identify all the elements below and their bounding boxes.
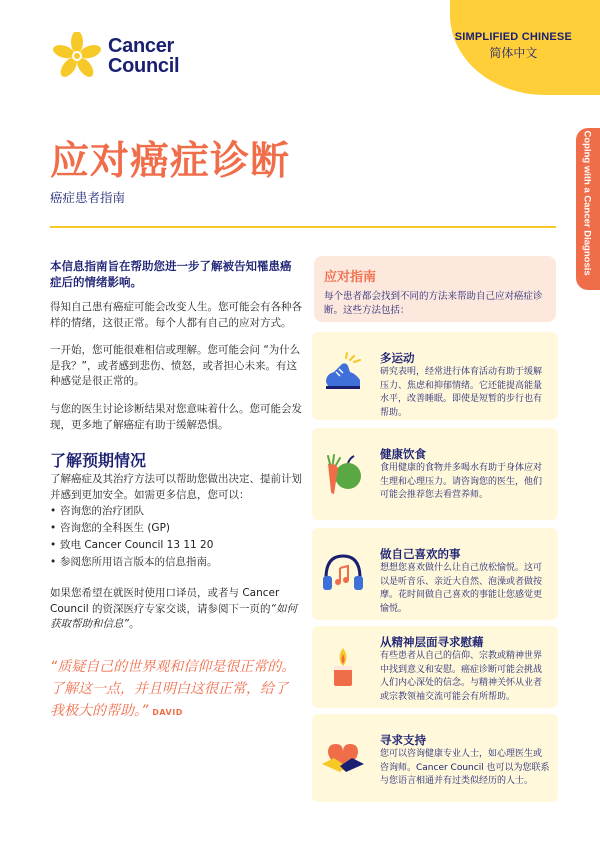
running-shoe-icon [320, 352, 366, 398]
brand-line-1: Cancer [108, 35, 175, 57]
coping-guide-description: 每个患者都会找到不同的方法来帮助自己应对癌症诊断。这些方法包括： [324, 291, 543, 316]
list-item: • 致电 Cancer Council 13 11 20 [50, 537, 302, 554]
coping-guide-title: 应对指南 [324, 270, 377, 285]
card-title: 多运动 [380, 351, 415, 365]
expect-heading: 了解预期情况 [50, 451, 147, 470]
help-info-link[interactable]: “如何获取帮助和信息” [50, 602, 297, 630]
language-english: SIMPLIFIED CHINESE [454, 31, 572, 43]
card-title: 寻求支持 [380, 733, 426, 747]
fruit-vegetable-icon [320, 450, 366, 496]
card-body: 食用健康的食物并多喝水有助于身体应对生理和心理压力。请咨询您的医生，他们可能会推荐您去看营养师。 [380, 463, 543, 500]
language-badge [455, 30, 572, 61]
patient-quote [50, 656, 298, 724]
daffodil-logo-icon [52, 32, 102, 80]
quote-author: DAVID [152, 708, 183, 717]
tip-card-enjoy [312, 528, 558, 620]
card-body: 有些患者从自己的信仰、宗教或精神世界中找到意义和安慰。癌症诊断可能会挑战人们内心深处的信念。与精神关怀从业者或宗教领袖交流可能会有所帮助。 [380, 651, 543, 702]
tip-card-spiritual [312, 626, 558, 708]
list-item: • 咨询您的全科医生 (GP) [50, 520, 302, 537]
card-title: 做自己喜欢的事 [380, 547, 461, 561]
list-item: • 参阅您所用语言版本的信息指南。 [50, 554, 302, 571]
quote-text: “质疑自己的世界观和信仰是很正常的。了解这一点，并且明白这很正常，给了我极大的帮助。” [50, 659, 296, 719]
brand-line-2: Council [108, 55, 180, 77]
card-title: 健康饮食 [380, 447, 426, 461]
interpreter-paragraph [50, 586, 302, 633]
paragraph-3: 与您的医生讨论诊断结果对您意味着什么。您可能会发现，更多地了解癌症有助于缓解恐惧。 [50, 403, 302, 431]
help-list [50, 503, 302, 571]
card-title: 从精神层面寻求慰藉 [380, 635, 484, 649]
page-subtitle: 癌症患者指南 [50, 190, 126, 205]
candle-icon [320, 644, 366, 690]
language-native: 简体中文 [489, 46, 538, 60]
paragraph-1: 得知自己患有癌症可能会改变人生。您可能会有各种各样的情绪，这很正常。每个人都有自己的应对方式。 [50, 301, 302, 329]
interpreter-end: 。 [128, 618, 140, 630]
paragraph-2: 一开始，您可能很难相信或理解。您可能会问 “为什么是我？”，或者感到悲伤、愤怒，或者担心未来。有这种感觉是很正常的。 [50, 344, 301, 387]
page-title: 应对癌症诊断 [50, 139, 291, 184]
card-body: 您可以咨询健康专业人士，如心理医生或咨询师。Cancer Council 也可以为您联系与您语言相通并有过类似经历的人士。 [380, 749, 550, 786]
heart-hands-icon [320, 734, 366, 780]
card-body: 研究表明，经常进行体育活动有助于缓解压力、焦虑和抑郁情绪。它还能提高能量水平，改善睡眠。即使是短暂的步行也有帮助。 [380, 367, 543, 418]
list-item: • 咨询您的治疗团队 [50, 503, 302, 520]
title-divider [50, 226, 556, 228]
expect-text: 了解癌症及其治疗方法可以帮助您做出决定、提前计划并感到更加安全。如需更多信息，您可以： [50, 473, 302, 501]
card-body: 想想您喜欢做什么让自己放松愉悦。这可以是听音乐、亲近大自然、泡澡或者做按摩。花时间做自己喜欢的事能让您感觉更愉悦。 [380, 563, 543, 614]
tip-card-diet [312, 428, 558, 520]
tip-card-exercise [312, 332, 558, 420]
headphones-music-icon [320, 550, 366, 596]
cancer-council-logo[interactable] [52, 32, 179, 80]
interpreter-text: 如果您希望在就医时使用口译员，或者与 Cancer Council 的资深医疗专家交谈，请参阅下一页的 [50, 587, 280, 615]
tip-card-support [312, 714, 558, 802]
intro-text: 本信息指南旨在帮助您进一步了解被告知罹患癌症后的情绪影响。 [50, 259, 292, 289]
side-tab-label: Coping with a Cancer Diagnosis [581, 130, 593, 276]
